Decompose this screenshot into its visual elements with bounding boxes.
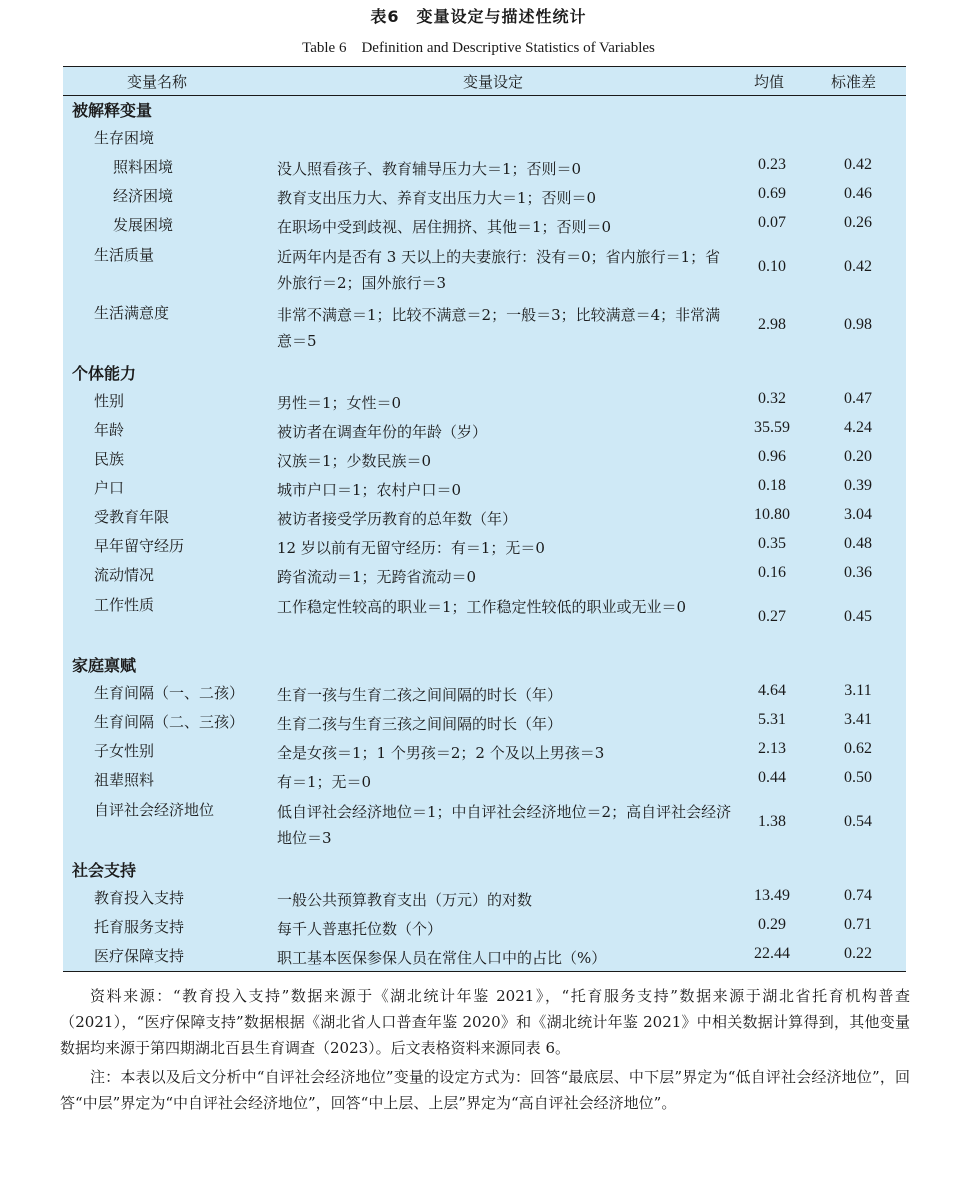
var-mean: 0.29 (758, 916, 786, 933)
var-def: 非常不满意＝1；比较不满意＝2；一般＝3；比较满意＝4；非常满意＝5 (277, 306, 721, 350)
var-name: 年龄 (94, 421, 125, 439)
col-header-sd: 标准差 (831, 73, 877, 91)
var-def: 城市户口＝1；农村户口＝0 (277, 481, 462, 499)
var-sd: 0.42 (844, 156, 872, 173)
section-family: 家庭禀赋 (72, 656, 137, 675)
col-header-name: 变量名称 (127, 73, 188, 91)
var-def: 被访者在调查年份的年龄（岁） (277, 423, 488, 441)
var-name: 祖辈照料 (94, 771, 155, 789)
var-sd: 0.54 (844, 813, 872, 830)
table-notes (60, 983, 910, 1119)
section-individual: 个体能力 (72, 364, 137, 383)
var-sd: 0.71 (844, 916, 872, 933)
var-def: 跨省流动＝1；无跨省流动＝0 (277, 568, 477, 586)
var-sd: 0.74 (844, 887, 872, 904)
var-sd: 4.24 (844, 419, 872, 436)
var-def: 教育支出压力大、养育支出压力大＝1；否则＝0 (277, 189, 597, 207)
variables-table (63, 66, 906, 972)
var-sd: 0.50 (844, 769, 872, 786)
var-mean: 13.49 (754, 887, 790, 904)
var-mean: 2.98 (758, 316, 786, 333)
var-name: 生活满意度 (94, 304, 170, 322)
var-sd: 0.26 (844, 214, 872, 231)
var-mean: 1.38 (758, 813, 786, 830)
var-name: 生活质量 (94, 246, 155, 264)
var-name: 子女性别 (94, 742, 155, 760)
var-name: 生育间隔（一、二孩） (94, 684, 245, 702)
var-name: 照料困境 (113, 158, 174, 176)
var-name: 教育投入支持 (94, 889, 185, 907)
var-name: 经济困境 (113, 187, 174, 205)
var-def: 每千人普惠托位数（个） (277, 920, 443, 938)
var-mean: 0.32 (758, 390, 786, 407)
subgroup-label: 生存困境 (94, 129, 155, 147)
var-def: 一般公共预算教育支出（万元）的对数 (277, 891, 533, 909)
table-title-en: Table 6 Definition and Descriptive Statistics of Variables (302, 40, 655, 56)
var-mean: 5.31 (758, 711, 786, 728)
var-sd: 0.36 (844, 564, 872, 581)
var-sd: 0.46 (844, 185, 872, 202)
var-name: 受教育年限 (94, 508, 170, 526)
table-header (63, 67, 906, 96)
var-mean: 2.13 (758, 740, 786, 757)
var-sd: 0.22 (844, 945, 872, 962)
var-def: 工作稳定性较高的职业＝1；工作稳定性较低的职业或无业＝0 (277, 598, 687, 616)
var-def: 生育二孩与生育三孩之间间隔的时长（年） (277, 715, 563, 733)
var-mean: 0.23 (758, 156, 786, 173)
var-sd: 0.47 (844, 390, 872, 407)
source-note: 资料来源：“教育投入支持”数据来源于《湖北统计年鉴 2021》，“托育服务支持”数据来源于湖北省托育机构普查（2021），“医疗保障支持”数据根据《湖北省人口普查年鉴 2020》和《湖北统计年鉴 2021》中相关数据计算得到，其他变量数据均来源于第四期湖北百县生育调查（2023）。后文表格资料来源同表 6。 (60, 987, 910, 1057)
var-name: 发展困境 (113, 216, 174, 234)
var-sd: 3.11 (844, 682, 872, 699)
section-social: 社会支持 (72, 861, 137, 880)
var-sd: 0.62 (844, 740, 872, 757)
var-name: 工作性质 (94, 596, 155, 614)
table-title-cn: 表6 变量设定与描述性统计 (370, 7, 587, 26)
var-sd: 0.39 (844, 477, 872, 494)
var-name: 生育间隔（二、三孩） (94, 713, 245, 731)
var-def: 在职场中受到歧视、居住拥挤、其他＝1；否则＝0 (277, 218, 612, 236)
var-def: 没人照看孩子、教育辅导压力大＝1；否则＝0 (277, 160, 582, 178)
var-name: 民族 (94, 450, 125, 468)
var-name: 户口 (94, 479, 125, 497)
var-name: 医疗保障支持 (94, 947, 185, 965)
var-mean: 4.64 (758, 682, 786, 699)
var-sd: 0.20 (844, 448, 872, 465)
var-sd: 0.98 (844, 316, 872, 333)
var-def: 有＝1；无＝0 (277, 773, 372, 791)
var-name: 自评社会经济地位 (94, 801, 215, 819)
var-sd: 3.04 (844, 506, 872, 523)
var-def: 被访者接受学历教育的总年数（年） (277, 510, 518, 528)
var-mean: 22.44 (754, 945, 790, 962)
var-name: 性别 (94, 392, 125, 410)
section-dependent: 被解释变量 (72, 101, 153, 120)
var-mean: 0.18 (758, 477, 786, 494)
var-name: 托育服务支持 (94, 918, 185, 936)
var-mean: 0.35 (758, 535, 786, 552)
var-mean: 0.07 (758, 214, 786, 231)
var-sd: 3.41 (844, 711, 872, 728)
var-def: 生育一孩与生育二孩之间间隔的时长（年） (277, 686, 563, 704)
var-name: 早年留守经历 (94, 537, 185, 555)
col-header-mean: 均值 (754, 73, 785, 91)
var-sd: 0.45 (844, 608, 872, 625)
var-sd: 0.48 (844, 535, 872, 552)
var-mean: 0.10 (758, 258, 786, 275)
var-def: 近两年内是否有 3 天以上的夫妻旅行：没有＝0；省内旅行＝1；省外旅行＝2；国外旅行＝3 (277, 248, 721, 292)
var-mean: 0.44 (758, 769, 786, 786)
var-mean: 0.16 (758, 564, 786, 581)
var-def: 男性＝1；女性＝0 (277, 394, 402, 412)
var-mean: 35.59 (754, 419, 790, 436)
var-def: 低自评社会经济地位＝1；中自评社会经济地位＝2；高自评社会经济地位＝3 (277, 803, 732, 847)
var-def: 全是女孩＝1；1 个男孩＝2；2 个及以上男孩＝3 (277, 744, 605, 762)
var-sd: 0.42 (844, 258, 872, 275)
definition-note: 注：本表以及后文分析中“自评社会经济地位”变量的设定方式为：回答“最底层、中下层”界定为“低自评社会经济地位”，回答“中层”界定为“中自评社会经济地位”，回答“中上层、上层”界定为“高自评社会经济地位”。 (60, 1068, 910, 1112)
var-def: 汉族＝1；少数民族＝0 (277, 452, 432, 470)
var-def: 职工基本医保参保人员在常住人口中的占比（%） (277, 949, 607, 967)
var-mean: 0.27 (758, 608, 786, 625)
var-mean: 0.96 (758, 448, 786, 465)
var-def: 12 岁以前有无留守经历：有＝1；无＝0 (277, 539, 545, 557)
var-name: 流动情况 (94, 566, 155, 584)
col-header-def: 变量设定 (463, 73, 524, 91)
var-mean: 10.80 (754, 506, 790, 523)
var-mean: 0.69 (758, 185, 786, 202)
